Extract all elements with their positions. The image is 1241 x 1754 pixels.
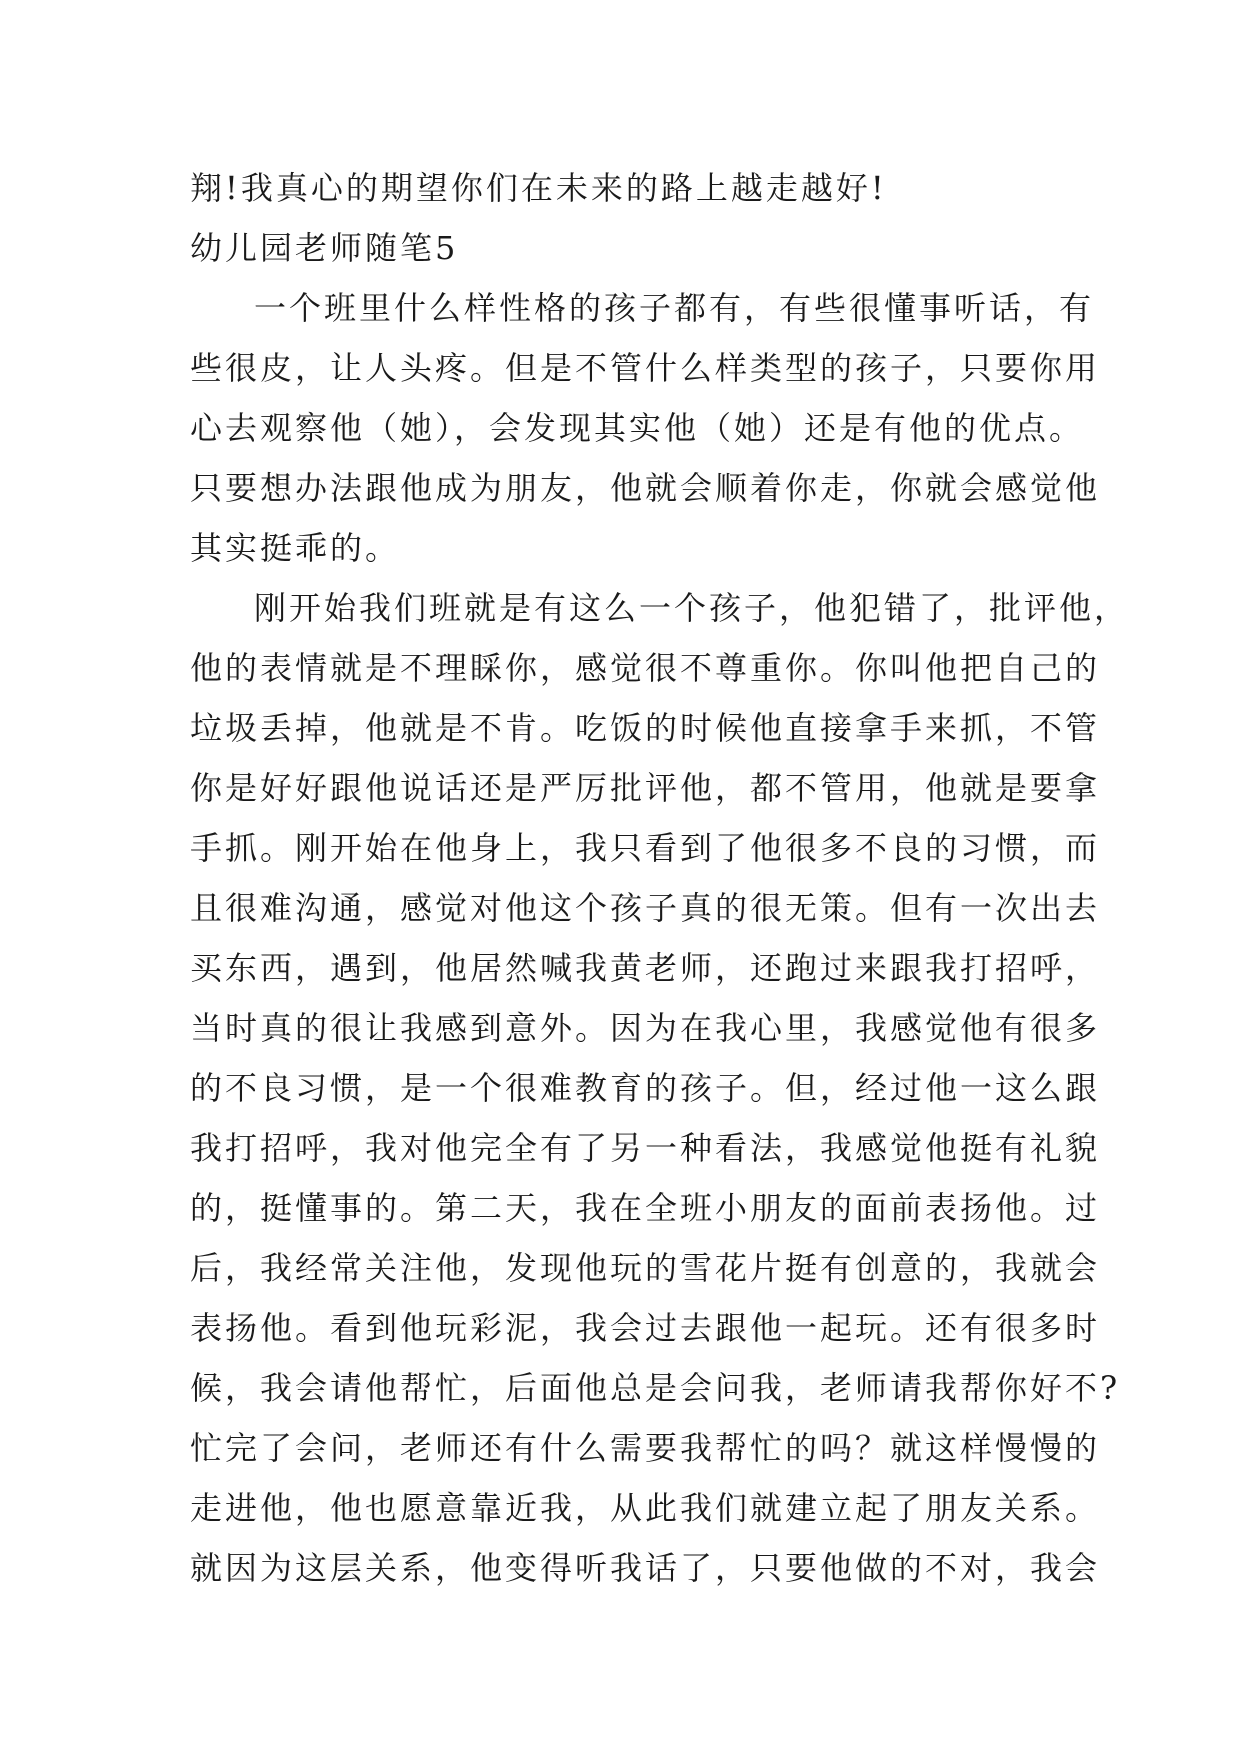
text-line: 走进他，他也愿意靠近我，从此我们就建立起了朋友关系。 [190, 1489, 1101, 1527]
text-line: 你是好好跟他说话还是严厉批评他，都不管用，他就是要拿 [190, 769, 1101, 807]
text-line: 只要想办法跟他成为朋友，他就会顺着你走，你就会感觉他 [190, 469, 1101, 507]
text-line: 的，挺懂事的。第二天，我在全班小朋友的面前表扬他。过 [190, 1189, 1101, 1227]
text-line: 垃圾丢掉，他就是不肯。吃饭的时候他直接拿手来抓，不管 [190, 709, 1101, 747]
text-line: 候，我会请他帮忙，后面他总是会问我，老师请我帮你好不? [190, 1369, 1121, 1407]
text-line: 当时真的很让我感到意外。因为在我心里，我感觉他有很多 [190, 1009, 1101, 1047]
text-line: 一个班里什么样性格的孩子都有，有些很懂事听话，有 [254, 289, 1095, 327]
text-line: 些很皮，让人头疼。但是不管什么样类型的孩子，只要你用 [190, 349, 1101, 387]
text-line: 手抓。刚开始在他身上，我只看到了他很多不良的习惯，而 [190, 829, 1101, 867]
text-line: 翔!我真心的期望你们在未来的路上越走越好! [190, 169, 887, 207]
section-heading: 幼儿园老师随笔5 [190, 229, 459, 267]
text-line: 我打招呼，我对他完全有了另一种看法，我感觉他挺有礼貌 [190, 1129, 1101, 1167]
text-line: 表扬他。看到他玩彩泥，我会过去跟他一起玩。还有很多时 [190, 1309, 1101, 1347]
text-line: 忙完了会问，老师还有什么需要我帮忙的吗？就这样慢慢的 [190, 1429, 1101, 1467]
text-line: 其实挺乖的。 [190, 529, 401, 567]
text-line: 的不良习惯，是一个很难教育的孩子。但，经过他一这么跟 [190, 1069, 1101, 1107]
document-body [190, 158, 1130, 1598]
text-line: 且很难沟通，感觉对他这个孩子真的很无策。但有一次出去 [190, 889, 1101, 927]
text-line: 就因为这层关系，他变得听我话了，只要他做的不对，我会 [190, 1549, 1101, 1587]
text-line: 他的表情就是不理睬你，感觉很不尊重你。你叫他把自己的 [190, 649, 1101, 687]
text-line: 后，我经常关注他，发现他玩的雪花片挺有创意的，我就会 [190, 1249, 1101, 1287]
text-line: 心去观察他（她），会发现其实他（她）还是有他的优点。 [190, 409, 1085, 447]
text-line: 买东西，遇到，他居然喊我黄老师，还跑过来跟我打招呼， [190, 949, 1101, 987]
text-line: 刚开始我们班就是有这么一个孩子，他犯错了，批评他， [254, 589, 1130, 627]
